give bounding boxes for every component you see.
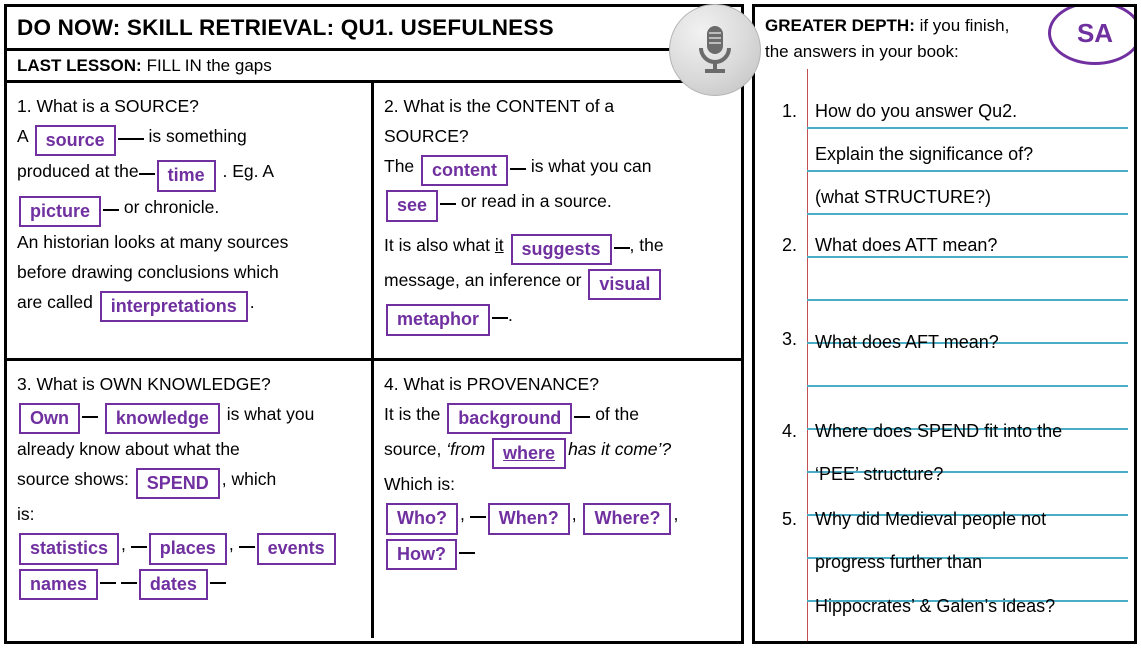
- q3-gap-2: [131, 546, 147, 548]
- question-text: What does ATT mean?: [815, 235, 998, 255]
- q3-line-6: [17, 565, 361, 600]
- q3-line-1: [17, 399, 361, 434]
- question-number: 1.: [781, 101, 797, 121]
- q3-answer-dates[interactable]: dates: [139, 569, 208, 600]
- question-text: Hippocrates’ & Galen’s ideas?: [815, 596, 1056, 616]
- question-text: Why did Medieval people not: [815, 509, 1047, 529]
- question-number: 3.: [781, 329, 797, 349]
- question-1-cell: [7, 83, 374, 361]
- question-number: 5.: [781, 509, 797, 529]
- q2-l4-text-a: message, an inference or: [384, 270, 582, 291]
- q1-answer-time[interactable]: time: [157, 160, 216, 191]
- q1-answer-source[interactable]: source: [35, 125, 116, 156]
- rule-line: [807, 299, 1128, 301]
- q1-gap-1: [118, 138, 144, 140]
- question-number: 2.: [781, 235, 797, 255]
- q3-l3-text-b: , which: [221, 468, 277, 489]
- q3-answer-own[interactable]: Own: [19, 403, 80, 434]
- q2-line-3: [384, 230, 731, 265]
- q2-heading-line-1: 2. What is the CONTENT of a: [384, 96, 615, 116]
- q4-l1-text-a: It is the: [384, 403, 441, 424]
- subtitle-label: LAST LESSON:: [17, 55, 142, 75]
- q1-line-5: before drawing conclusions which: [17, 262, 279, 283]
- question-text: Explain the significance of?: [815, 144, 1034, 164]
- q3-gap-6: [210, 582, 226, 584]
- q4-gap-3: [459, 552, 475, 554]
- q1-line-4: An historian looks at many sources: [17, 231, 289, 252]
- q3-gap-4: [100, 582, 116, 584]
- q4-line-2: [384, 434, 731, 469]
- q3-gap-1: [82, 416, 98, 418]
- greater-depth-header-line-2: the answers in your book:: [765, 42, 959, 62]
- q3-answer-knowledge[interactable]: knowledge: [105, 403, 220, 434]
- q4-line-5: [384, 535, 731, 570]
- q2-line-5: [384, 300, 731, 335]
- greater-depth-header-rest: if you finish,: [914, 16, 1010, 35]
- q1-gap-2: [139, 173, 155, 175]
- rule-line: [807, 385, 1128, 387]
- question-text: How do you answer Qu2.: [815, 101, 1018, 121]
- last-lesson-subtitle: [7, 51, 741, 83]
- rule-line: [807, 127, 1128, 129]
- q2-answer-suggests[interactable]: suggests: [511, 234, 612, 265]
- q2-answer-see[interactable]: see: [386, 190, 438, 221]
- q3-answer-statistics[interactable]: statistics: [19, 533, 119, 564]
- question-text: What does AFT mean?: [815, 332, 999, 352]
- q4-answer-where-q[interactable]: Where?: [583, 503, 671, 534]
- q3-l1-text-b: is what you: [226, 403, 315, 424]
- q2-gap-2: [440, 203, 456, 205]
- q2-line-1: [384, 151, 731, 186]
- q4-answer-how[interactable]: How?: [386, 539, 457, 570]
- question-4-cell: [374, 361, 741, 639]
- q3-gap-5: [121, 582, 137, 584]
- q3-gap-3: [239, 546, 255, 548]
- rule-line: [807, 256, 1128, 258]
- question-text: ‘PEE’ structure?: [815, 464, 944, 484]
- q2-l1-text-b: is what you can: [530, 156, 652, 177]
- q1-line-1: [17, 121, 361, 156]
- q1-l2-text-b: . Eg. A: [222, 161, 275, 182]
- q4-gap-1: [574, 416, 590, 418]
- q4-l2-text-a: source,: [384, 438, 442, 459]
- q1-line-2: [17, 156, 361, 191]
- page-title: DO NOW: SKILL RETRIEVAL: QU1. USEFULNESS: [17, 14, 554, 40]
- q2-line-2: [384, 186, 731, 221]
- q2-heading-line-2: SOURCE?: [384, 126, 469, 147]
- question-2-cell: [374, 83, 741, 361]
- q2-l1-text-a: The: [384, 156, 415, 177]
- q1-l6-text-b: .: [249, 292, 255, 313]
- greater-depth-label: GREATER DEPTH:: [765, 16, 915, 35]
- q2-answer-content[interactable]: content: [421, 155, 508, 186]
- q4-l2-italic-2: has it come’?: [568, 438, 672, 459]
- question-text: Where does SPEND fit into the: [815, 421, 1063, 441]
- do-now-panel: [4, 4, 744, 644]
- q1-l2-text-a: produced at the: [17, 161, 139, 182]
- question-grid: [7, 83, 741, 638]
- q3-answer-places[interactable]: places: [149, 533, 227, 564]
- q3-l3-text-a: source shows:: [17, 468, 129, 489]
- greater-depth-panel: [752, 4, 1137, 644]
- q4-answer-who[interactable]: Who?: [386, 503, 458, 534]
- rule-line: [807, 643, 1128, 644]
- q1-l3-text-b: or chronicle.: [123, 196, 220, 217]
- subtitle-instruction: FILL IN the gaps: [146, 55, 272, 75]
- q4-answer-when[interactable]: When?: [488, 503, 570, 534]
- q1-answer-interpretations[interactable]: interpretations: [100, 291, 248, 322]
- q4-answer-where[interactable]: where: [492, 438, 566, 469]
- microphone-icon[interactable]: [669, 4, 761, 96]
- q3-line-3: [17, 464, 361, 499]
- q1-line-6: [17, 287, 361, 322]
- q2-l5-text-b: .: [508, 305, 513, 326]
- q2-spacer: [384, 222, 731, 230]
- q4-line-4: Who? , When? , Where? ,: [384, 499, 731, 534]
- question-number: 4.: [781, 421, 797, 441]
- q2-answer-visual[interactable]: visual: [588, 269, 661, 300]
- q4-l2-italic-1: ‘from: [446, 438, 486, 459]
- q2-gap-1: [510, 168, 526, 170]
- q1-heading: 1. What is a SOURCE?: [17, 96, 199, 116]
- question-3-cell: [7, 361, 374, 639]
- q3-line-4: is:: [17, 504, 35, 525]
- q2-line-4: [384, 265, 731, 300]
- q3-answer-spend[interactable]: SPEND: [136, 468, 220, 499]
- q2-gap-3: [614, 247, 630, 249]
- q2-l2-text-b: or read in a source.: [460, 191, 612, 212]
- q1-l1-text-b: is something: [148, 126, 247, 147]
- q4-answer-background[interactable]: background: [447, 403, 572, 434]
- rule-line: [807, 213, 1128, 215]
- q2-l3-text-a: It is also what it: [384, 234, 504, 255]
- q2-l3-text-b: , the: [629, 234, 664, 255]
- q3-line-5: statistics , places , events: [17, 529, 361, 564]
- q1-line-3: [17, 192, 361, 227]
- q2-answer-metaphor[interactable]: metaphor: [386, 304, 490, 335]
- rule-line: [807, 170, 1128, 172]
- q3-answer-names[interactable]: names: [19, 569, 98, 600]
- do-now-title-bar: [7, 7, 741, 51]
- q2-gap-4: [492, 317, 508, 319]
- q3-answer-events[interactable]: events: [257, 533, 336, 564]
- q4-line-3: Which is:: [384, 474, 455, 495]
- q3-heading: 3. What is OWN KNOWLEDGE?: [17, 373, 271, 394]
- answer-lines-area: [755, 69, 1134, 644]
- q1-gap-3: [103, 209, 119, 211]
- q3-line-2: already know about what the: [17, 438, 240, 459]
- status-badge: SA: [1048, 4, 1137, 65]
- q4-heading: 4. What is PROVENANCE?: [384, 373, 599, 394]
- q1-l6-text-a: are called: [17, 292, 93, 313]
- question-text: (what STRUCTURE?): [815, 187, 992, 207]
- q1-answer-picture[interactable]: picture: [19, 196, 101, 227]
- q4-gap-2: [470, 516, 486, 518]
- q4-line-1: [384, 399, 731, 434]
- q4-l1-text-b: of the: [595, 403, 639, 424]
- question-text: progress further than: [815, 552, 983, 572]
- q1-l1-text-a: A: [17, 126, 28, 147]
